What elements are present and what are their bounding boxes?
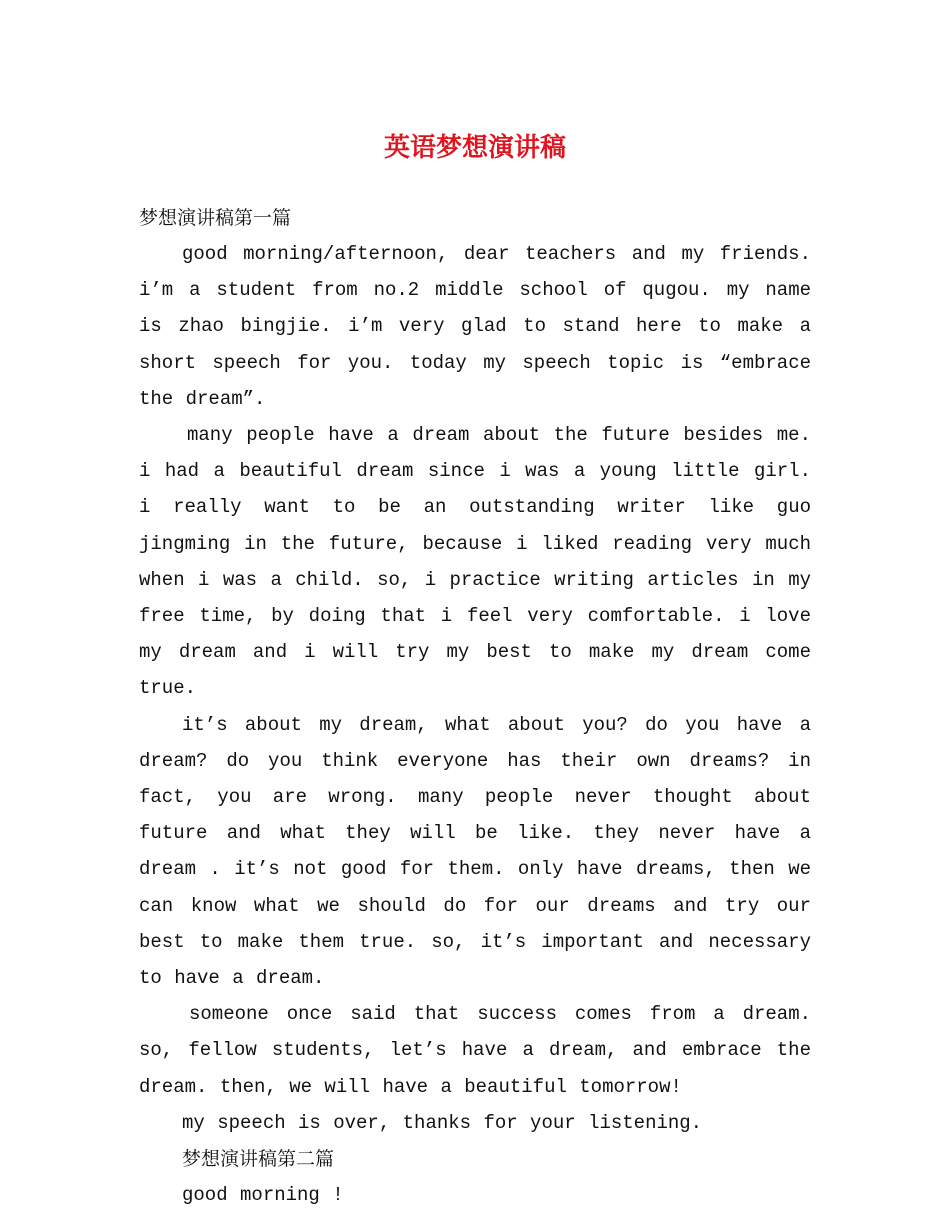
paragraph-1-5: my speech is over, thanks for your listening. <box>182 1111 703 1134</box>
document-title: 英语梦想演讲稿 <box>383 133 566 163</box>
section-heading-2: 梦想演讲稿第二篇 <box>182 1148 335 1171</box>
paragraph-1-4: someone once said that success comes from a dream. so, fellow students, let’s have a dream, and embrace the dream. then, we will have a beautiful tomorrow! <box>139 1003 811 1098</box>
paragraph-1-3: it’s about my dream, what about you? do you have a dream? do you think everyone has their own dreams? in fact, you are wrong. many people never thought about future and what they will be like. they never have a dream . it’s not good for them. only have dreams, then we can know what we should do for our dreams and try our best to make them true. so, it’s important and necessary to have a dream. <box>139 713 811 990</box>
document-body <box>139 200 811 1213</box>
paragraph-2-1: good morning ! <box>182 1184 344 1207</box>
paragraph-1-2: many people have a dream about the future besides me. i had a beautiful dream since i was a young little girl. i really want to be an outstanding writer like guo jingming in the future, because i liked reading very much when i was a child. so, i practice writing articles in my free time, by doing that i feel very comfortable. i love my dream and i will try my best to make my dream come true. <box>139 424 811 700</box>
section-heading-1: 梦想演讲稿第一篇 <box>139 207 292 229</box>
paragraph-1-1: good morning/afternoon, dear teachers and my friends. i’m a student from no.2 middle school of qugou. my name is zhao bingjie. i’m very glad to stand here to make a short speech for you. today my speech topic is “embrace the dream”. <box>139 243 811 410</box>
